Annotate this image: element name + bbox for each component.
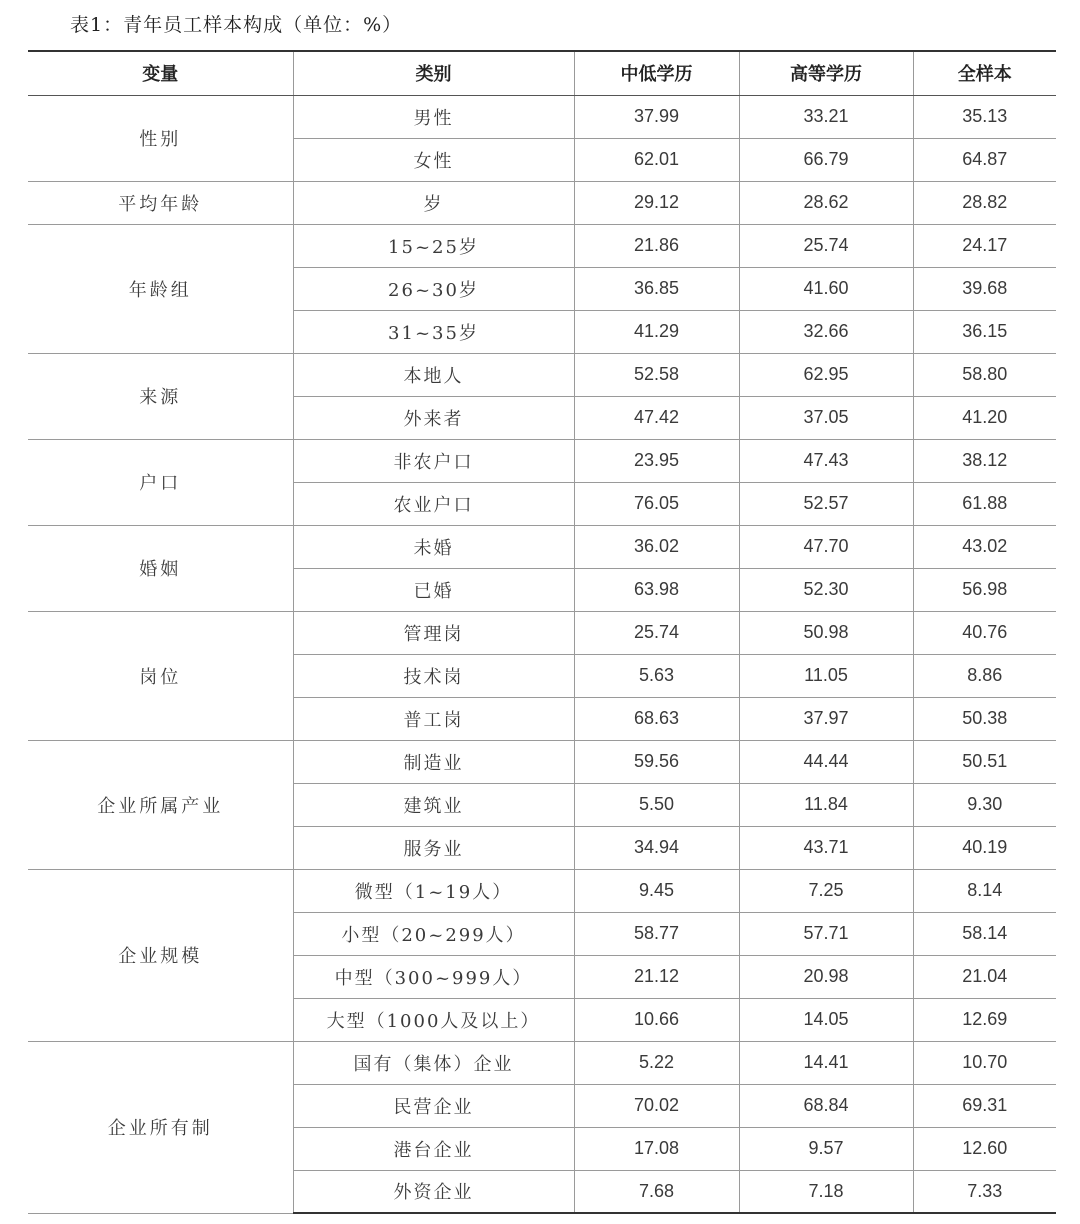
full-sample-value: 39.68 xyxy=(913,267,1056,310)
full-sample-value: 24.17 xyxy=(913,224,1056,267)
category-cell: 本地人 xyxy=(293,353,574,396)
category-cell: 26~30岁 xyxy=(293,267,574,310)
variable-cell: 婚姻 xyxy=(28,525,293,611)
category-cell: 港台企业 xyxy=(293,1127,574,1170)
category-cell: 农业户口 xyxy=(293,482,574,525)
category-cell: 微型（1~19人） xyxy=(293,869,574,912)
variable-cell: 来源 xyxy=(28,353,293,439)
table-header xyxy=(28,51,1056,95)
table-row xyxy=(28,95,1056,138)
low-education-value: 17.08 xyxy=(574,1127,739,1170)
high-education-value: 33.21 xyxy=(739,95,913,138)
high-education-value: 20.98 xyxy=(739,955,913,998)
high-education-value: 25.74 xyxy=(739,224,913,267)
high-education-value: 32.66 xyxy=(739,310,913,353)
category-cell: 中型（300~999人） xyxy=(293,955,574,998)
high-education-value: 68.84 xyxy=(739,1084,913,1127)
variable-cell: 平均年龄 xyxy=(28,181,293,224)
full-sample-value: 28.82 xyxy=(913,181,1056,224)
full-sample-value: 38.12 xyxy=(913,439,1056,482)
full-sample-value: 43.02 xyxy=(913,525,1056,568)
full-sample-value: 12.60 xyxy=(913,1127,1056,1170)
variable-cell: 年龄组 xyxy=(28,224,293,353)
category-cell: 已婚 xyxy=(293,568,574,611)
low-education-value: 58.77 xyxy=(574,912,739,955)
category-cell: 服务业 xyxy=(293,826,574,869)
low-education-value: 23.95 xyxy=(574,439,739,482)
high-education-value: 50.98 xyxy=(739,611,913,654)
variable-cell: 企业所有制 xyxy=(28,1041,293,1213)
category-cell: 普工岗 xyxy=(293,697,574,740)
full-sample-value: 40.19 xyxy=(913,826,1056,869)
header-full-sample: 全样本 xyxy=(913,51,1056,95)
low-education-value: 10.66 xyxy=(574,998,739,1041)
high-education-value: 14.41 xyxy=(739,1041,913,1084)
category-cell: 女性 xyxy=(293,138,574,181)
category-cell: 技术岗 xyxy=(293,654,574,697)
category-cell: 15~25岁 xyxy=(293,224,574,267)
table-row xyxy=(28,439,1056,482)
high-education-value: 7.25 xyxy=(739,869,913,912)
high-education-value: 11.05 xyxy=(739,654,913,697)
high-education-value: 52.57 xyxy=(739,482,913,525)
low-education-value: 70.02 xyxy=(574,1084,739,1127)
table-row xyxy=(28,525,1056,568)
high-education-value: 47.43 xyxy=(739,439,913,482)
variable-cell: 户口 xyxy=(28,439,293,525)
low-education-value: 7.68 xyxy=(574,1170,739,1213)
table-row xyxy=(28,353,1056,396)
high-education-value: 11.84 xyxy=(739,783,913,826)
header-variable: 变量 xyxy=(28,51,293,95)
full-sample-value: 10.70 xyxy=(913,1041,1056,1084)
full-sample-value: 41.20 xyxy=(913,396,1056,439)
table-row xyxy=(28,869,1056,912)
table-row xyxy=(28,1041,1056,1084)
table-row xyxy=(28,224,1056,267)
table-row xyxy=(28,611,1056,654)
category-cell: 国有（集体）企业 xyxy=(293,1041,574,1084)
header-high-education: 高等学历 xyxy=(739,51,913,95)
table-row xyxy=(28,740,1056,783)
category-cell: 男性 xyxy=(293,95,574,138)
category-cell: 31~35岁 xyxy=(293,310,574,353)
high-education-value: 47.70 xyxy=(739,525,913,568)
full-sample-value: 58.80 xyxy=(913,353,1056,396)
full-sample-value: 64.87 xyxy=(913,138,1056,181)
category-cell: 管理岗 xyxy=(293,611,574,654)
sample-composition-table xyxy=(28,50,1056,1214)
low-education-value: 63.98 xyxy=(574,568,739,611)
full-sample-value: 7.33 xyxy=(913,1170,1056,1213)
low-education-value: 21.12 xyxy=(574,955,739,998)
full-sample-value: 50.51 xyxy=(913,740,1056,783)
high-education-value: 62.95 xyxy=(739,353,913,396)
high-education-value: 43.71 xyxy=(739,826,913,869)
low-education-value: 59.56 xyxy=(574,740,739,783)
full-sample-value: 36.15 xyxy=(913,310,1056,353)
low-education-value: 37.99 xyxy=(574,95,739,138)
low-education-value: 41.29 xyxy=(574,310,739,353)
high-education-value: 66.79 xyxy=(739,138,913,181)
full-sample-value: 56.98 xyxy=(913,568,1056,611)
header-category: 类别 xyxy=(293,51,574,95)
category-cell: 非农户口 xyxy=(293,439,574,482)
category-cell: 外资企业 xyxy=(293,1170,574,1213)
low-education-value: 62.01 xyxy=(574,138,739,181)
high-education-value: 14.05 xyxy=(739,998,913,1041)
low-education-value: 68.63 xyxy=(574,697,739,740)
full-sample-value: 12.69 xyxy=(913,998,1056,1041)
full-sample-value: 8.14 xyxy=(913,869,1056,912)
full-sample-value: 58.14 xyxy=(913,912,1056,955)
category-cell: 民营企业 xyxy=(293,1084,574,1127)
category-cell: 小型（20~299人） xyxy=(293,912,574,955)
table-body xyxy=(28,95,1056,1213)
low-education-value: 36.85 xyxy=(574,267,739,310)
category-cell: 岁 xyxy=(293,181,574,224)
table-caption: 表1：青年员工样本构成（单位：%） xyxy=(70,14,403,36)
low-education-value: 5.63 xyxy=(574,654,739,697)
high-education-value: 57.71 xyxy=(739,912,913,955)
low-education-value: 9.45 xyxy=(574,869,739,912)
high-education-value: 37.05 xyxy=(739,396,913,439)
full-sample-value: 21.04 xyxy=(913,955,1056,998)
variable-cell: 性别 xyxy=(28,95,293,181)
header-low-education: 中低学历 xyxy=(574,51,739,95)
low-education-value: 29.12 xyxy=(574,181,739,224)
full-sample-value: 61.88 xyxy=(913,482,1056,525)
low-education-value: 76.05 xyxy=(574,482,739,525)
high-education-value: 44.44 xyxy=(739,740,913,783)
high-education-value: 9.57 xyxy=(739,1127,913,1170)
variable-cell: 岗位 xyxy=(28,611,293,740)
high-education-value: 7.18 xyxy=(739,1170,913,1213)
category-cell: 大型（1000人及以上） xyxy=(293,998,574,1041)
variable-cell: 企业所属产业 xyxy=(28,740,293,869)
low-education-value: 36.02 xyxy=(574,525,739,568)
full-sample-value: 50.38 xyxy=(913,697,1056,740)
high-education-value: 52.30 xyxy=(739,568,913,611)
full-sample-value: 35.13 xyxy=(913,95,1056,138)
category-cell: 未婚 xyxy=(293,525,574,568)
category-cell: 建筑业 xyxy=(293,783,574,826)
low-education-value: 52.58 xyxy=(574,353,739,396)
low-education-value: 47.42 xyxy=(574,396,739,439)
variable-cell: 企业规模 xyxy=(28,869,293,1041)
high-education-value: 37.97 xyxy=(739,697,913,740)
category-cell: 外来者 xyxy=(293,396,574,439)
high-education-value: 28.62 xyxy=(739,181,913,224)
low-education-value: 34.94 xyxy=(574,826,739,869)
full-sample-value: 8.86 xyxy=(913,654,1056,697)
high-education-value: 41.60 xyxy=(739,267,913,310)
full-sample-value: 69.31 xyxy=(913,1084,1056,1127)
full-sample-value: 40.76 xyxy=(913,611,1056,654)
header-row xyxy=(28,51,1056,95)
low-education-value: 21.86 xyxy=(574,224,739,267)
low-education-value: 5.22 xyxy=(574,1041,739,1084)
low-education-value: 25.74 xyxy=(574,611,739,654)
full-sample-value: 9.30 xyxy=(913,783,1056,826)
low-education-value: 5.50 xyxy=(574,783,739,826)
category-cell: 制造业 xyxy=(293,740,574,783)
table-row xyxy=(28,181,1056,224)
